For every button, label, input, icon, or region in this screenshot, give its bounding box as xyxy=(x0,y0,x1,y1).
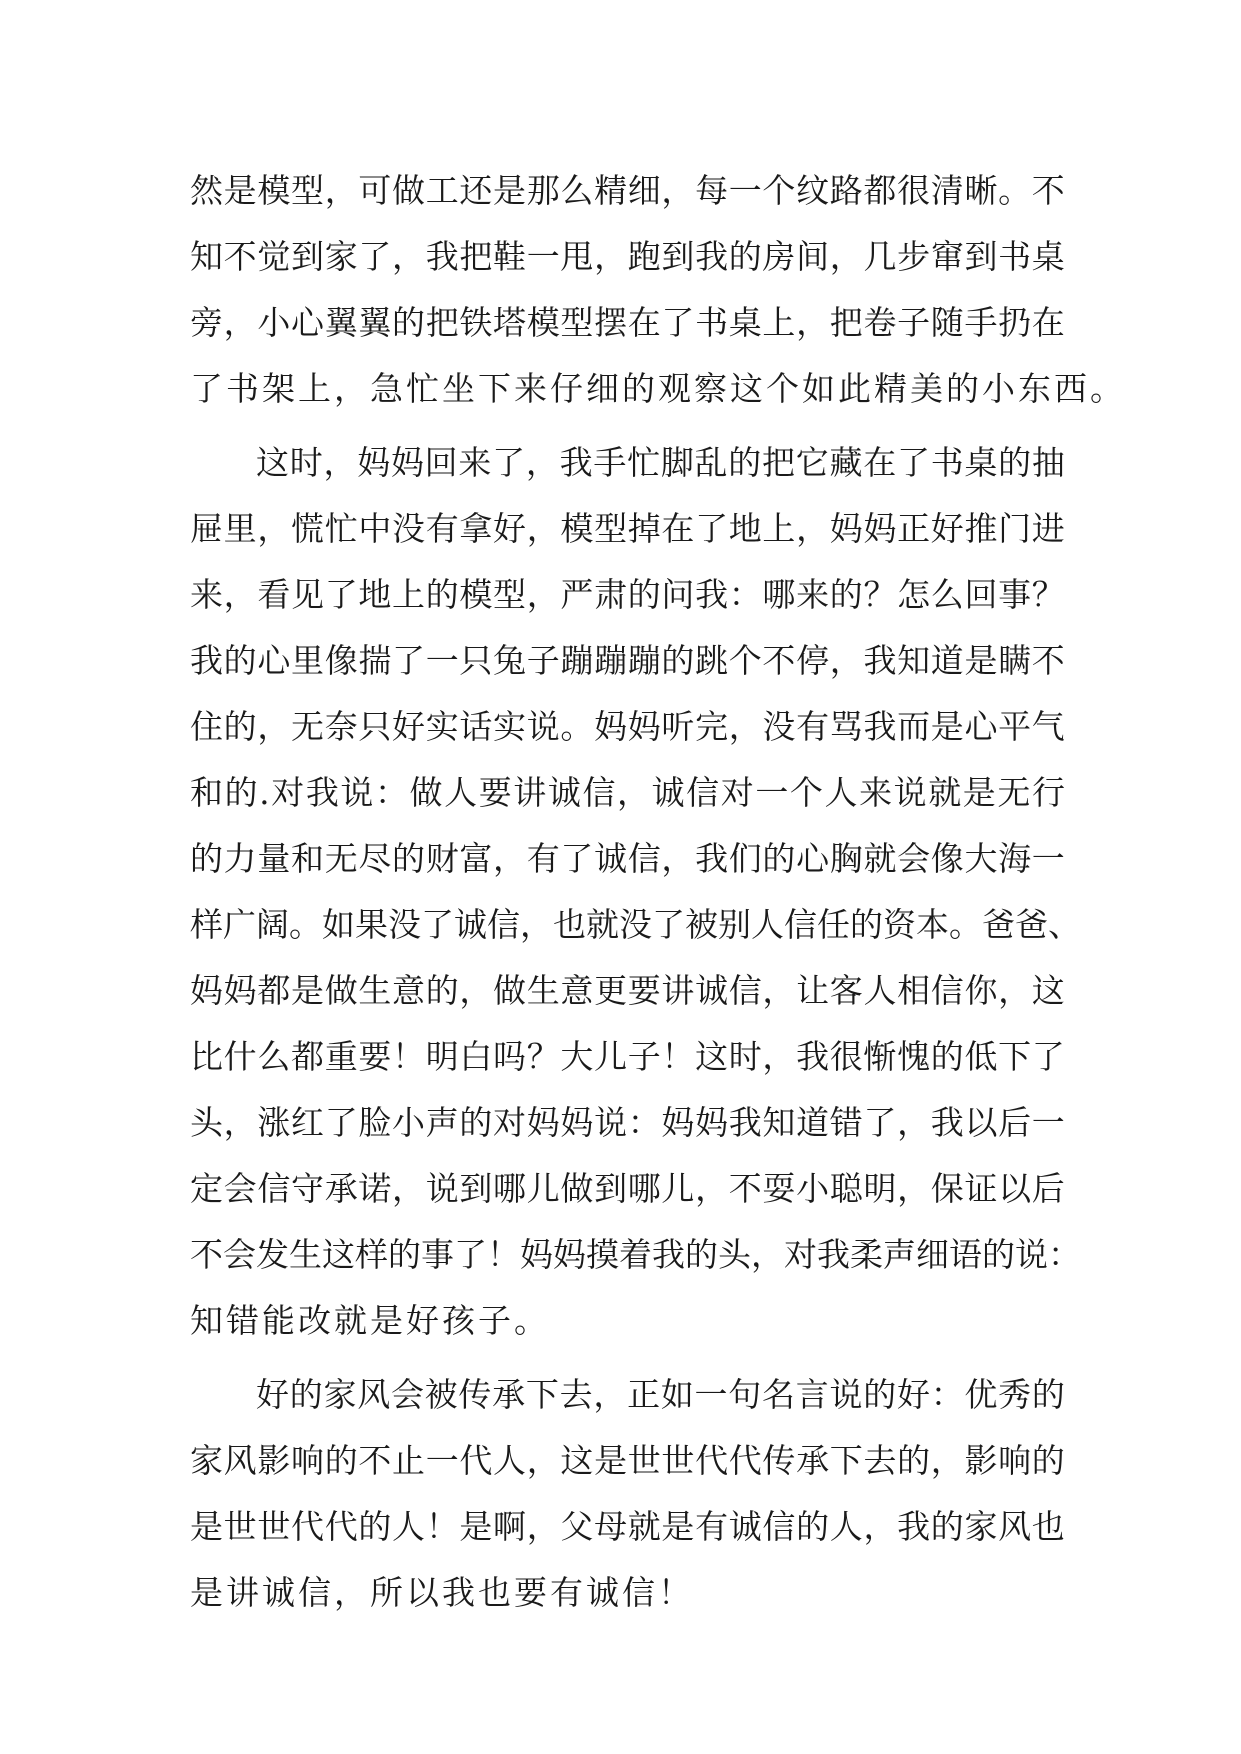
paragraph xyxy=(190,1362,1065,1626)
text-line: 屉 里 ， 慌 忙 中 没 有 拿 好 ， 模 型 掉 在 了 地 上 ， 妈 妈 正 好 推 门 进 xyxy=(190,509,1065,548)
paragraph-gap xyxy=(190,1354,1065,1362)
paragraph xyxy=(190,430,1081,1354)
text-line: 的 力 量 和 无 尽 的 财 富 ， 有 了 诚 信 ， 我 们 的 心 胸 就 会 像 大 海 一 xyxy=(190,839,1065,878)
text-line: 家 风 影 响 的 不 止 一 代 人 ， 这 是 世 世 代 代 传 承 下 去 的 ， 影 响 的 xyxy=(190,1441,1065,1480)
text-line: 这 时 ， 妈 妈 回 来 了 ， 我 手 忙 脚 乱 的 把 它 藏 在 了 书 桌 的 抽 xyxy=(256,443,1065,482)
paragraph xyxy=(190,158,1126,422)
text-line: 好 的 家 风 会 被 传 承 下 去 ， 正 如 一 句 名 言 说 的 好 ： 优 秀 的 xyxy=(256,1375,1065,1414)
text-line: 头 ， 涨 红 了 脸 小 声 的 对 妈 妈 说 ： 妈 妈 我 知 道 错 了 ， 我 以 后 一 xyxy=(190,1103,1065,1142)
text-line: 不 会 发 生 这 样 的 事 了 ！ 妈 妈 摸 着 我 的 头 ， 对 我 柔 声 细 语 的 说 ： xyxy=(190,1235,1081,1274)
paragraph-gap xyxy=(190,422,1065,430)
text-line: 是讲诚信，所以我也要有诚信！ xyxy=(190,1573,694,1612)
text-line: 和 的 . 对 我 说 ： 做 人 要 讲 诚 信 ， 诚 信 对 一 个 人 来 说 就 是 无 行 xyxy=(190,773,1065,812)
text-line: 妈 妈 都 是 做 生 意 的 ， 做 生 意 更 要 讲 诚 信 ， 让 客 人 相 信 你 ， 这 xyxy=(190,971,1065,1010)
text-line: 知 不 觉 到 家 了 ， 我 把 鞋 一 甩 ， 跑 到 我 的 房 间 ， 几 步 窜 到 书 桌 xyxy=(190,237,1065,276)
text-line: 我 的 心 里 像 揣 了 一 只 兔 子 蹦 蹦 蹦 的 跳 个 不 停 ， 我 知 道 是 瞒 不 xyxy=(190,641,1065,680)
text-line: 来 ， 看 见 了 地 上 的 模 型 ， 严 肃 的 问 我 ： 哪 来 的 ？ 怎 么 回 事 ？ xyxy=(190,575,1065,614)
text-line: 比 什 么 都 重 要 ！ 明 白 吗 ？ 大 儿 子 ！ 这 时 ， 我 很 惭 愧 的 低 下 了 xyxy=(190,1037,1065,1076)
text-line: 定 会 信 守 承 诺 ， 说 到 哪 儿 做 到 哪 儿 ， 不 耍 小 聪 明 ， 保 证 以 后 xyxy=(190,1169,1065,1208)
text-line: 旁 ， 小 心 翼 翼 的 把 铁 塔 模 型 摆 在 了 书 桌 上 ， 把 卷 子 随 手 扔 在 xyxy=(190,303,1065,342)
essay-body xyxy=(190,158,1126,1626)
text-line: 了书架上，急忙坐下来仔细的观察这个如此精美的小东西。 xyxy=(190,369,1126,408)
text-line: 知错能改就是好孩子。 xyxy=(190,1301,550,1340)
text-line: 样 广 阔 。 如 果 没 了 诚 信 ， 也 就 没 了 被 别 人 信 任 的 资 本 。 爸 爸 、 xyxy=(190,905,1081,944)
text-line: 是 世 世 代 代 的 人 ！ 是 啊 ， 父 母 就 是 有 诚 信 的 人 ， 我 的 家 风 也 xyxy=(190,1507,1065,1546)
text-line: 然 是 模 型 ， 可 做 工 还 是 那 么 精 细 ， 每 一 个 纹 路 都 很 清 晰 。 不 xyxy=(190,171,1065,210)
text-line: 住 的 ， 无 奈 只 好 实 话 实 说 。 妈 妈 听 完 ， 没 有 骂 我 而 是 心 平 气 xyxy=(190,707,1065,746)
